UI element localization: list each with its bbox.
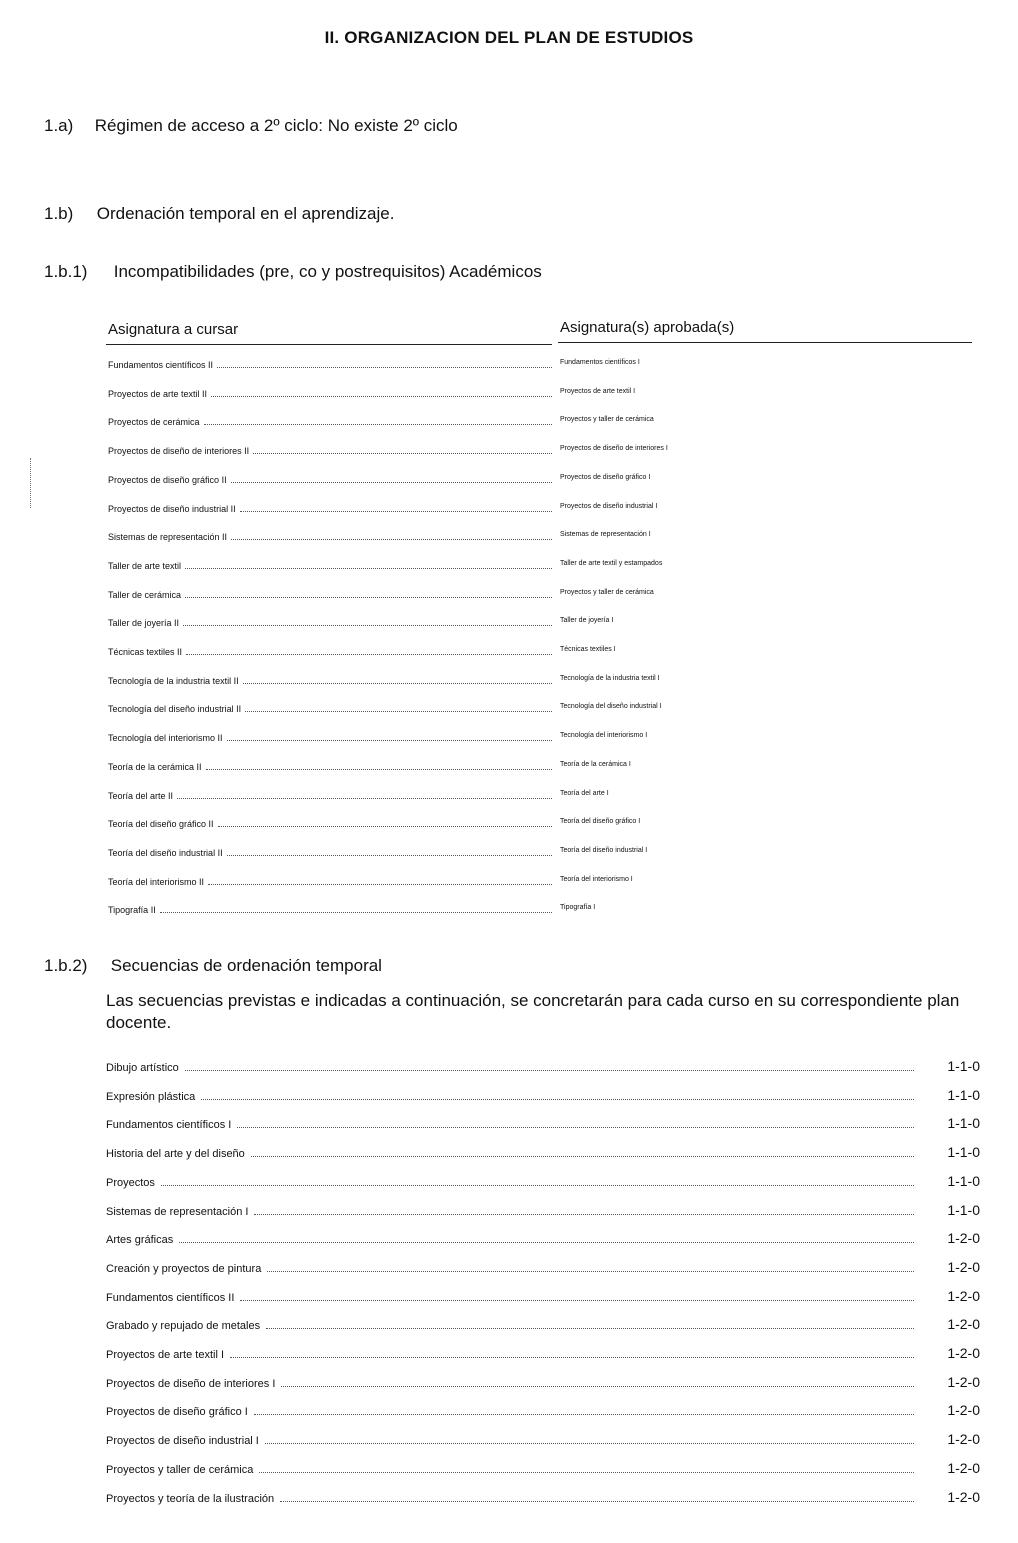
required-subject: Tecnología del interiorismo I bbox=[560, 732, 648, 740]
subject-to-take: Taller de joyería II bbox=[108, 618, 180, 629]
leader-dots bbox=[201, 1098, 914, 1100]
leader-dots bbox=[251, 1155, 914, 1157]
sequence-subject: Sistemas de representación I bbox=[106, 1205, 249, 1218]
leader-dots bbox=[237, 1126, 914, 1128]
sequence-row bbox=[106, 1115, 980, 1131]
sequence-row bbox=[106, 1173, 980, 1189]
sequence-code: 1-1-0 bbox=[947, 1115, 980, 1132]
sequence-row bbox=[106, 1345, 980, 1361]
subject-to-take: Taller de cerámica bbox=[108, 589, 182, 600]
incompat-row-left bbox=[108, 819, 554, 829]
leader-dots bbox=[231, 538, 552, 540]
section-1b2 bbox=[44, 956, 382, 976]
required-subject: Teoría del interiorismo I bbox=[560, 875, 633, 883]
subject-to-take: Tecnología del interiorismo II bbox=[108, 733, 223, 744]
section-text: Régimen de acceso a 2º ciclo: No existe 2º ciclo bbox=[94, 116, 458, 135]
leader-dots bbox=[185, 1069, 914, 1071]
sequence-code: 1-2-0 bbox=[947, 1316, 980, 1333]
leader-dots bbox=[230, 1356, 914, 1358]
subject-to-take: Sistemas de representación II bbox=[108, 532, 228, 543]
incompat-row-left bbox=[108, 475, 554, 485]
leader-dots bbox=[161, 1184, 914, 1186]
required-subject: Teoría de la cerámica I bbox=[560, 760, 631, 768]
subject-to-take: Proyectos de diseño gráfico II bbox=[108, 474, 227, 485]
sequence-subject: Proyectos de arte textil I bbox=[106, 1349, 224, 1361]
sequence-row bbox=[106, 1087, 980, 1103]
incompat-row-left bbox=[108, 704, 554, 714]
leader-dots bbox=[227, 739, 552, 741]
subject-to-take: Teoría del diseño gráfico II bbox=[108, 819, 214, 830]
incompat-row-left bbox=[108, 905, 554, 915]
leader-dots bbox=[218, 825, 552, 827]
subject-to-take: Proyectos de diseño industrial II bbox=[108, 503, 236, 514]
incompat-row-left bbox=[108, 590, 554, 600]
leader-dots bbox=[231, 481, 552, 483]
sequence-subject: Historia del arte y del diseño bbox=[106, 1148, 245, 1161]
incompat-row-left bbox=[108, 676, 554, 686]
subject-to-take: Tecnología de la industria textil II bbox=[108, 675, 239, 686]
page-title: II. ORGANIZACION DEL PLAN DE ESTUDIOS bbox=[324, 28, 694, 47]
leader-dots bbox=[217, 366, 552, 368]
sequence-subject: Creación y proyectos de pintura bbox=[106, 1262, 262, 1275]
sequence-row bbox=[106, 1144, 980, 1160]
incompat-row-left bbox=[108, 791, 554, 801]
sequence-code: 1-1-0 bbox=[947, 1201, 980, 1218]
subject-to-take: Teoría de la cerámica II bbox=[108, 761, 202, 772]
section-1a bbox=[44, 116, 458, 136]
required-subject: Proyectos y taller de cerámica bbox=[560, 588, 654, 596]
leader-dots bbox=[185, 596, 552, 598]
sequence-row bbox=[106, 1431, 980, 1447]
incompat-row-left bbox=[108, 532, 554, 542]
section-text: Incompatibilidades (pre, co y postrequisitos) Académicos bbox=[113, 262, 542, 281]
sequences-intro: Las secuencias previstas e indicadas a continuación, se concretarán para cada curso en su correspondiente plan docente. bbox=[106, 991, 960, 1032]
sequence-code: 1-1-0 bbox=[947, 1172, 980, 1189]
incompat-row-left bbox=[108, 504, 554, 514]
subject-to-take: Teoría del interiorismo II bbox=[108, 876, 205, 887]
required-subject: Teoría del diseño gráfico I bbox=[560, 818, 641, 826]
required-subject: Proyectos de diseño gráfico I bbox=[560, 473, 651, 481]
sequence-row bbox=[106, 1259, 980, 1275]
section-text: Secuencias de ordenación temporal bbox=[110, 956, 382, 975]
sequence-subject: Proyectos bbox=[106, 1176, 155, 1189]
leader-dots bbox=[265, 1442, 914, 1444]
required-subject: Fundamentos científicos I bbox=[560, 359, 640, 366]
sequence-code: 1-1-0 bbox=[947, 1086, 980, 1103]
sequence-subject: Proyectos de diseño gráfico I bbox=[106, 1406, 248, 1419]
incompat-row-left bbox=[108, 733, 554, 743]
leader-dots bbox=[179, 1241, 914, 1243]
leader-dots bbox=[206, 768, 552, 770]
leader-dots bbox=[281, 1385, 914, 1387]
required-subject: Teoría del diseño industrial I bbox=[560, 846, 648, 854]
incompat-row-left bbox=[108, 446, 554, 456]
leader-dots bbox=[266, 1327, 914, 1329]
sequence-code: 1-2-0 bbox=[947, 1373, 980, 1390]
required-subject: Sistemas de representación I bbox=[560, 531, 651, 539]
subject-to-take: Tecnología del diseño industrial II bbox=[108, 704, 242, 715]
required-subject: Tecnología del diseño industrial I bbox=[560, 703, 662, 711]
incompat-header-left: Asignatura a cursar bbox=[108, 321, 239, 338]
incompat-row-left bbox=[108, 360, 554, 370]
sequence-code: 1-2-0 bbox=[947, 1459, 980, 1476]
sequence-code: 1-2-0 bbox=[947, 1258, 980, 1275]
sequence-code: 1-2-0 bbox=[947, 1345, 980, 1361]
required-subject: Tecnología de la industria textil I bbox=[560, 674, 660, 682]
incompat-row-left bbox=[108, 848, 554, 858]
leader-dots bbox=[253, 452, 552, 454]
leader-dots bbox=[208, 883, 552, 885]
subject-to-take: Técnicas textiles II bbox=[108, 647, 183, 657]
required-subject: Tipografía I bbox=[560, 904, 596, 912]
sequence-subject: Proyectos y teoría de la ilustración bbox=[106, 1492, 275, 1505]
section-1b bbox=[44, 204, 394, 224]
header-rule-right bbox=[558, 342, 972, 343]
sequence-code: 1-1-0 bbox=[947, 1058, 980, 1074]
leader-dots bbox=[185, 567, 552, 569]
sequence-code: 1-2-0 bbox=[947, 1431, 980, 1448]
leader-dots bbox=[240, 510, 552, 512]
leader-dots bbox=[259, 1471, 914, 1473]
sequence-code: 1-2-0 bbox=[947, 1402, 980, 1419]
required-subject: Taller de arte textil y estampados bbox=[560, 559, 663, 567]
subject-to-take: Proyectos de diseño de interiores II bbox=[108, 446, 250, 457]
sequence-subject: Fundamentos científicos I bbox=[106, 1119, 232, 1132]
leader-dots bbox=[267, 1270, 914, 1272]
sequence-subject: Fundamentos científicos II bbox=[106, 1291, 235, 1304]
leader-dots bbox=[254, 1413, 914, 1415]
leader-dots bbox=[227, 854, 552, 856]
incompat-row-left bbox=[108, 618, 554, 628]
sequence-row bbox=[106, 1230, 980, 1246]
leader-dots bbox=[280, 1500, 914, 1502]
sequence-row bbox=[106, 1288, 980, 1304]
leader-dots bbox=[160, 911, 552, 913]
leader-dots bbox=[254, 1213, 914, 1215]
sequence-subject: Expresión plástica bbox=[106, 1090, 196, 1103]
subject-to-take: Proyectos de cerámica bbox=[108, 417, 200, 428]
sequence-row bbox=[106, 1202, 980, 1218]
subject-to-take: Teoría del diseño industrial II bbox=[108, 847, 223, 858]
section-text: Ordenación temporal en el aprendizaje. bbox=[96, 204, 395, 223]
incompat-header-right: Asignatura(s) aprobada(s) bbox=[560, 319, 735, 336]
leader-dots bbox=[240, 1299, 914, 1301]
header-rule-left bbox=[106, 344, 552, 345]
incompat-row-left bbox=[108, 877, 554, 887]
required-subject: Proyectos de arte textil I bbox=[560, 387, 636, 395]
sequence-code: 1-2-0 bbox=[947, 1287, 980, 1304]
leader-dots bbox=[177, 797, 552, 799]
sequence-subject: Proyectos de diseño de interiores I bbox=[106, 1377, 276, 1390]
sequence-code: 1-2-0 bbox=[947, 1230, 980, 1247]
subject-to-take: Teoría del arte II bbox=[108, 790, 174, 801]
sequence-row bbox=[106, 1058, 980, 1074]
leader-dots bbox=[183, 624, 552, 626]
leader-dots bbox=[245, 710, 552, 712]
required-subject: Proyectos de diseño industrial I bbox=[560, 502, 658, 510]
section-number: 1.b.2) bbox=[44, 956, 88, 975]
section-number: 1.b.1) bbox=[44, 262, 88, 281]
sequence-row bbox=[106, 1489, 980, 1505]
sequence-subject: Grabado y repujado de metales bbox=[106, 1320, 261, 1333]
incompat-row-left bbox=[108, 561, 554, 571]
sequence-subject: Proyectos de diseño industrial I bbox=[106, 1435, 259, 1448]
leader-dots bbox=[211, 395, 552, 397]
subject-to-take: Proyectos de arte textil II bbox=[108, 388, 208, 399]
sequence-code: 1-2-0 bbox=[947, 1488, 980, 1505]
section-number: 1.a) bbox=[44, 116, 74, 135]
section-1b1 bbox=[44, 262, 542, 282]
required-subject: Taller de joyería I bbox=[560, 617, 614, 625]
sequence-row bbox=[106, 1460, 980, 1476]
section-number: 1.b) bbox=[44, 204, 74, 223]
sequence-row bbox=[106, 1402, 980, 1418]
subject-to-take: Tipografía II bbox=[108, 905, 156, 916]
leader-dots bbox=[204, 423, 552, 425]
sequence-subject: Proyectos y taller de cerámica bbox=[106, 1463, 254, 1476]
sequence-code: 1-1-0 bbox=[947, 1144, 980, 1161]
required-subject: Proyectos de diseño de interiores I bbox=[560, 445, 668, 453]
margin-mark bbox=[30, 458, 31, 508]
leader-dots bbox=[243, 682, 552, 684]
sequence-row bbox=[106, 1374, 980, 1390]
sequence-subject: Artes gráficas bbox=[106, 1234, 174, 1247]
required-subject: Teoría del arte I bbox=[560, 789, 609, 797]
incompat-row-left bbox=[108, 389, 554, 399]
required-subject: Técnicas textiles I bbox=[560, 646, 616, 653]
sequence-subject: Dibujo artístico bbox=[106, 1062, 179, 1074]
incompat-row-left bbox=[108, 417, 554, 427]
sequence-row bbox=[106, 1316, 980, 1332]
subject-to-take: Fundamentos científicos II bbox=[108, 360, 214, 370]
leader-dots bbox=[186, 653, 552, 655]
incompat-row-left bbox=[108, 647, 554, 657]
incompat-row-left bbox=[108, 762, 554, 772]
subject-to-take: Taller de arte textil bbox=[108, 560, 182, 571]
required-subject: Proyectos y taller de cerámica bbox=[560, 416, 654, 424]
